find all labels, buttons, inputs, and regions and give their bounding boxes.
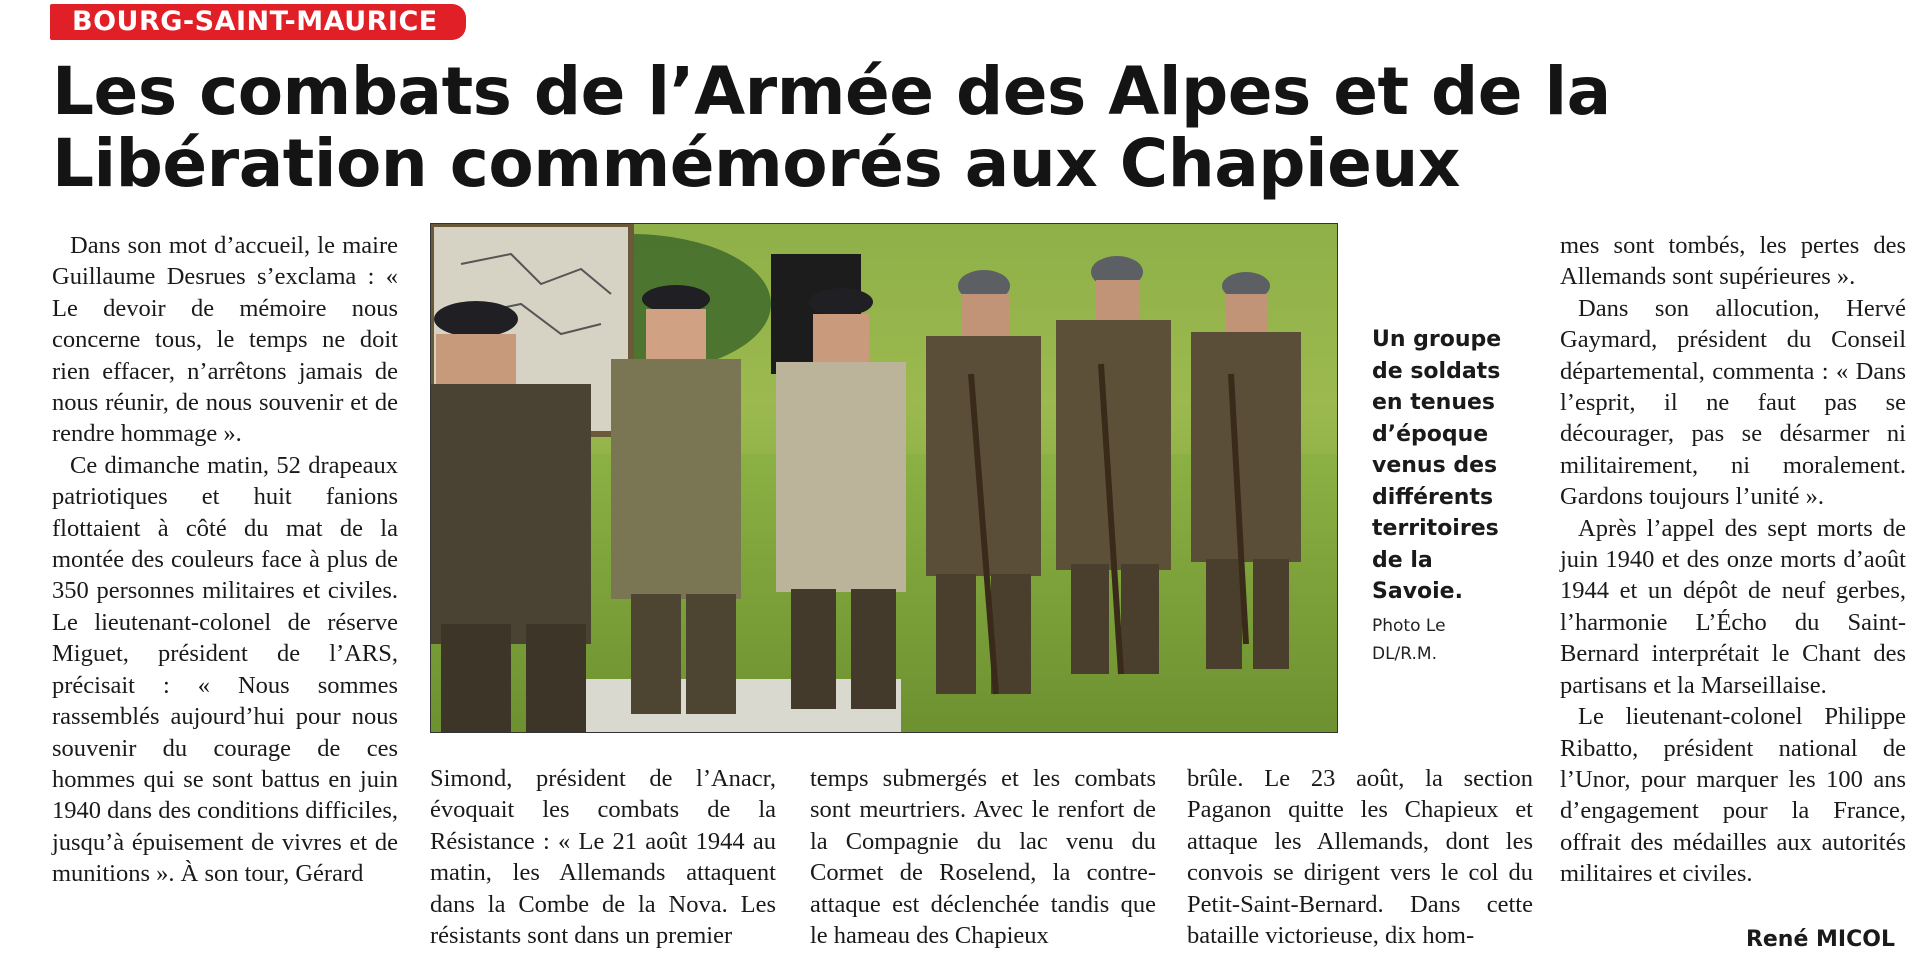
photo-caption <box>1372 324 1512 668</box>
column-1-paragraph-2: Ce dimanche matin, 52 drapeaux patriotiques et huit fanions flottaient à côté du mat de la montée des couleurs face à plus de 350 personnes militaires et civiles. Le lieutenant-colonel de réserve Miguet, président de l’ARS, précisait : « Nous sommes rassemblés aujourd’hui pour nous souvenir du courage de ces hommes qui se sont battus en juin 1940 dans des conditions difficiles, jusqu’à épuisement de vivres et de munitions ». À son tour, Gérard <box>52 451 398 888</box>
column-5-paragraph-2: Dans son allocution, Hervé Gaymard, président du Conseil départemental, commenta : « Dans l’esprit, il ne faut pas se décourager, pas se désarmer ni militairement, ni moralement. Gardons toujours l’unité ». <box>1560 294 1906 511</box>
column-5-paragraph-1: mes sont tombés, les pertes des Allemands sont supérieures ». <box>1560 232 1906 291</box>
author-signature: René MICOL <box>1745 927 1895 952</box>
column-5-paragraph-3: Après l’appel des sept morts de juin 1940 et des onze morts d’août 1944 et un dépôt de neuf gerbes, l’harmonie L’Écho du Saint-Bernard interprétait le Chant des partisans et la Marseillaise. <box>1560 514 1906 699</box>
section-kicker <box>50 4 466 40</box>
article-column-1 <box>52 230 398 890</box>
article-headline: Les combats de l’Armée des Alpes et de la Libération commémorés aux Chapieux <box>52 53 1611 202</box>
photo-credit: Photo Le DL/R.M. <box>1372 615 1446 664</box>
article-column-4 <box>1187 763 1533 951</box>
column-2-text: Simond, président de l’Anacr, évoquait les combats de la Résistance : « Le 21 août 1944 au matin, les Allemands attaquent dans la Combe de la Nova. Les résistants sont dans un premier <box>430 765 776 950</box>
column-5-paragraph-4: Le lieutenant-colonel Philippe Ribatto, président national de l’Unor, pour marquer les 100 ans d’engagement pour la France, offrait des médailles aux autorités militaires et civiles. <box>1560 703 1906 888</box>
article-column-3 <box>810 763 1156 951</box>
article-photo <box>430 223 1338 733</box>
column-3-text: temps submergés et les combats sont meurtriers. Avec le renfort de la Compagnie du lac venu du Cormet de Roselend, la contre-attaque est déclenchée tandis que le hameau des Chapieux <box>810 765 1156 950</box>
caption-text: Un groupe de soldats en tenues d’époque venus des différents territoires de la Savoie. <box>1372 327 1502 604</box>
article-column-2 <box>430 763 776 951</box>
column-1-paragraph-1: Dans son mot d’accueil, le maire Guillaume Desrues s’exclama : « Le devoir de mémoire nous concerne tous, le temps ne doit rien effacer, n’arrêtons jamais de nous réunir, de nous souvenir et de rendre hommage ». <box>52 232 398 448</box>
article-column-5 <box>1560 230 1906 890</box>
kicker-label: BOURG-SAINT-MAURICE <box>72 6 438 37</box>
column-4-text: brûle. Le 23 août, la section Paganon quitte les Chapieux et attaque les Allemands, dont les convois se dirigent vers le col du Petit-Saint-Bernard. Dans cette bataille victorieuse, dix hom- <box>1187 765 1533 950</box>
